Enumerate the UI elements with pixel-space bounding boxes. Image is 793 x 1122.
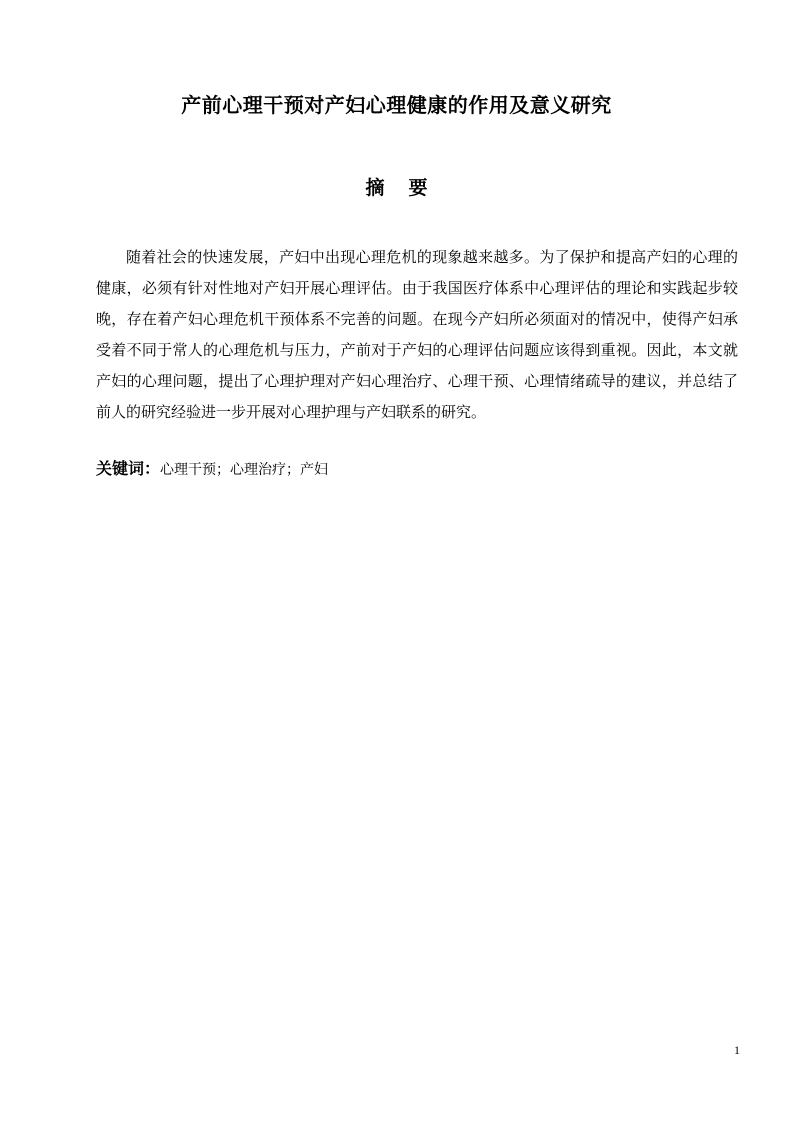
keywords-line xyxy=(96,455,738,484)
page-number: 1 xyxy=(734,1043,740,1057)
keywords-values: 心理干预；心理治疗；产妇 xyxy=(160,462,329,478)
abstract-heading: 摘要 xyxy=(365,177,452,199)
abstract-body: 随着社会的快速发展，产妇中出现心理危机的现象越来越多。为了保护和提高产妇的心理的健康，必须有针对性地对产妇开展心理评估。由于我国医疗体系中心理评估的理论和实践起步较晚，存在着产妇心理危机干预体系不完善的问题。在现今产妇所必须面对的情况中，使得产妇承受着不同于常人的心理危机与压力，产前对于产妇的心理评估问题应该得到重视。因此，本文就产妇的心理问题，提出了心理护理对产妇心理治疗、心理干预、心理情绪疏导的建议，并总结了前人的研究经验进一步开展对心理护理与产妇联系的研究。 xyxy=(96,248,738,421)
document-title: 产前心理干预对产妇心理健康的作用及意义研究 xyxy=(181,93,612,117)
keywords-label: 关键词： xyxy=(96,459,161,478)
